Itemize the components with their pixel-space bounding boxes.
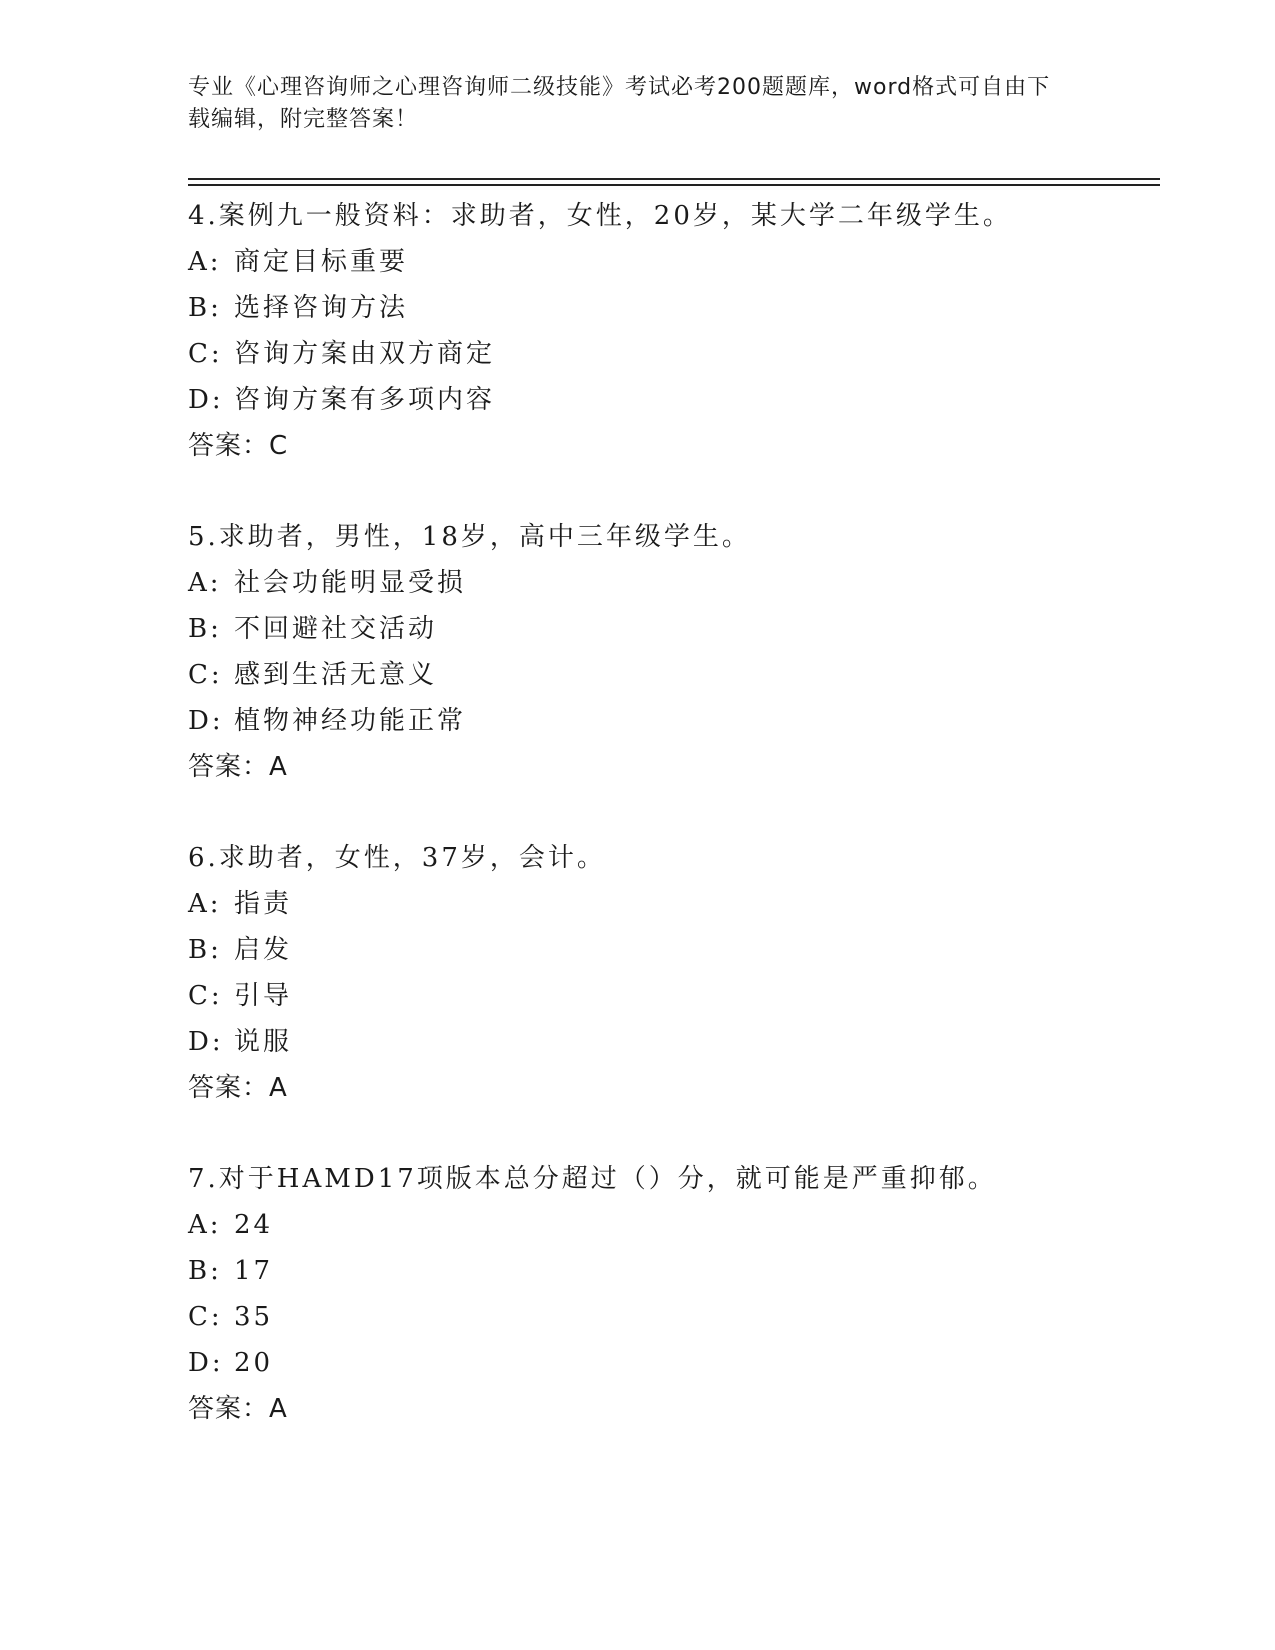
option-letter: C: bbox=[188, 660, 223, 690]
option-c bbox=[188, 331, 1148, 377]
option-text: 35 bbox=[234, 1302, 274, 1332]
question-block bbox=[188, 835, 1148, 1111]
option-text: 启发 bbox=[234, 935, 293, 965]
header-text: 专业《心理咨询师之心理咨询师二级技能》考试必考200题题库，word格式可自由下载编辑，附完整答案！ bbox=[188, 75, 1051, 132]
option-text: 说服 bbox=[234, 1027, 293, 1057]
option-b bbox=[188, 1248, 1148, 1294]
option-letter: C: bbox=[188, 981, 223, 1011]
option-letter: D: bbox=[188, 385, 224, 415]
option-letter: A: bbox=[188, 247, 222, 277]
option-a bbox=[188, 560, 1148, 606]
option-text: 选择咨询方法 bbox=[234, 293, 409, 323]
option-text: 指责 bbox=[234, 889, 293, 919]
option-d bbox=[188, 698, 1148, 744]
question-block bbox=[188, 1156, 1148, 1432]
question-block bbox=[188, 514, 1148, 790]
option-letter: A: bbox=[188, 889, 222, 919]
header-divider-top bbox=[188, 178, 1160, 180]
answer-line: 答案：A bbox=[188, 752, 288, 782]
option-a bbox=[188, 1202, 1148, 1248]
option-letter: D: bbox=[188, 706, 224, 736]
option-letter: C: bbox=[188, 339, 223, 369]
option-a bbox=[188, 881, 1148, 927]
option-d bbox=[188, 377, 1148, 423]
option-text: 咨询方案有多项内容 bbox=[234, 385, 496, 415]
option-letter: D: bbox=[188, 1027, 224, 1057]
option-text: 引导 bbox=[234, 981, 293, 1011]
option-c bbox=[188, 1294, 1148, 1340]
option-c bbox=[188, 652, 1148, 698]
question-stem: 5.求助者，男性，18岁，高中三年级学生。 bbox=[188, 522, 751, 552]
option-letter: A: bbox=[188, 1210, 222, 1240]
option-text: 24 bbox=[234, 1210, 274, 1240]
option-text: 不回避社交活动 bbox=[234, 614, 438, 644]
question-stem: 6.求助者，女性，37岁，会计。 bbox=[188, 843, 606, 873]
option-text: 20 bbox=[234, 1348, 274, 1378]
option-text: 社会功能明显受损 bbox=[234, 568, 467, 598]
option-b bbox=[188, 927, 1148, 973]
document-header bbox=[188, 72, 1068, 136]
option-b bbox=[188, 285, 1148, 331]
question-block bbox=[188, 193, 1148, 469]
option-letter: B: bbox=[188, 1256, 222, 1286]
option-text: 17 bbox=[234, 1256, 274, 1286]
answer-line: 答案：A bbox=[188, 1394, 288, 1424]
option-a bbox=[188, 239, 1148, 285]
question-stem: 7.对于HAMD17项版本总分超过（）分，就可能是严重抑郁。 bbox=[188, 1164, 997, 1194]
option-letter: B: bbox=[188, 614, 222, 644]
option-text: 咨询方案由双方商定 bbox=[234, 339, 496, 369]
option-text: 植物神经功能正常 bbox=[234, 706, 467, 736]
option-letter: C: bbox=[188, 1302, 223, 1332]
answer-line: 答案：C bbox=[188, 431, 289, 461]
answer-line: 答案：A bbox=[188, 1073, 288, 1103]
option-letter: D: bbox=[188, 1348, 224, 1378]
option-text: 感到生活无意义 bbox=[234, 660, 438, 690]
header-divider-bottom bbox=[188, 184, 1160, 186]
option-letter: B: bbox=[188, 293, 222, 323]
option-d bbox=[188, 1019, 1148, 1065]
option-c bbox=[188, 973, 1148, 1019]
question-stem: 4.案例九一般资料：求助者，女性，20岁，某大学二年级学生。 bbox=[188, 201, 1012, 231]
option-letter: A: bbox=[188, 568, 222, 598]
option-b bbox=[188, 606, 1148, 652]
option-text: 商定目标重要 bbox=[234, 247, 409, 277]
option-d bbox=[188, 1340, 1148, 1386]
option-letter: B: bbox=[188, 935, 222, 965]
